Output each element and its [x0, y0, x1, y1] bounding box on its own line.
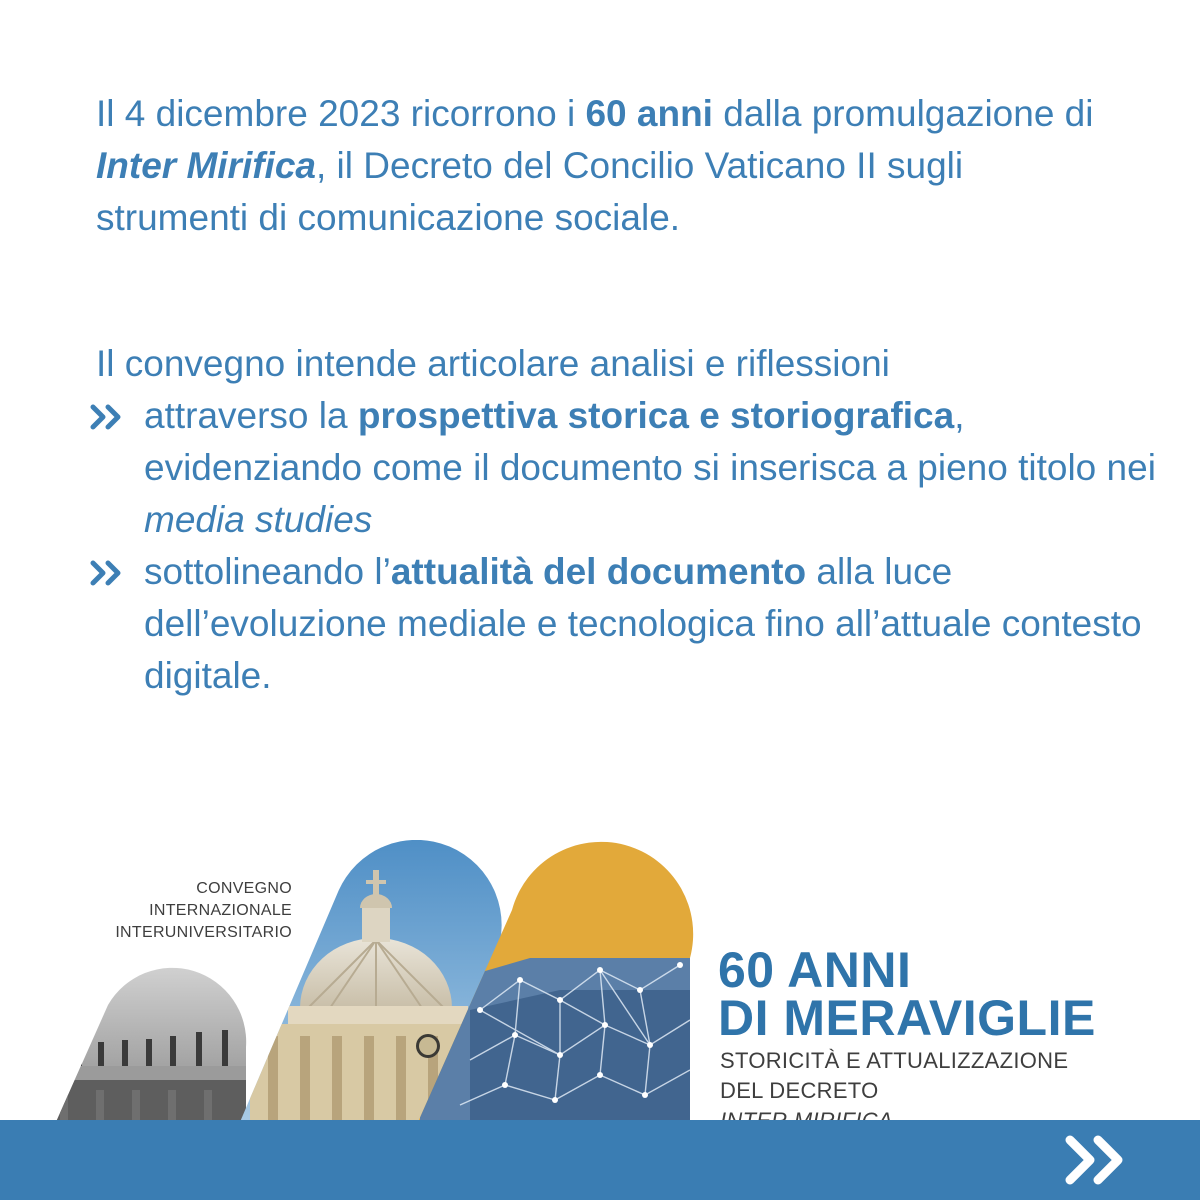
intro-text: dalla promulgazione di	[712, 93, 1094, 134]
event-title-line: DI MERAVIGLIE	[718, 990, 1096, 1046]
bullet-text: , evidenziando come il documento si inserisca a pieno titolo nei	[144, 395, 1156, 488]
bullet-item-actuality	[90, 546, 1170, 702]
bullet-text: sottolineando l’	[144, 551, 391, 592]
bottom-bar	[0, 1120, 1200, 1200]
intro-paragraph	[96, 88, 1096, 244]
event-type-line: INTERNAZIONALE	[149, 902, 292, 919]
event-type-line: CONVEGNO	[196, 880, 292, 897]
lead-sentence: Il convegno intende articolare analisi e riflessioni	[96, 343, 890, 384]
bullet-text: attraverso la	[144, 395, 358, 436]
double-chevron-right-icon	[90, 404, 126, 430]
intro-text: , il Decreto del Concilio Vaticano II sugli strumenti di comunicazione sociale.	[96, 145, 964, 238]
bullet-highlight: attualità del documento	[390, 551, 807, 592]
event-type-line: INTERUNIVERSITARIO	[115, 924, 292, 941]
next-slide-button[interactable]	[1064, 1134, 1134, 1186]
bullet-highlight: prospettiva storica e storiografica	[357, 395, 955, 436]
event-subtitle-line: STORICITÀ E ATTUALIZZAZIONE	[720, 1048, 1069, 1073]
intro-highlight: 60 anni	[585, 93, 713, 134]
bullet-item-historical	[90, 390, 1170, 546]
double-chevron-right-icon	[1070, 1140, 1118, 1180]
subtitle-prefix: DEL DECRETO	[720, 1078, 879, 1103]
double-chevron-right-icon	[90, 560, 126, 586]
bullet-text: alla luce dell’evoluzione mediale e tecnologica fino all’attuale contesto digitale.	[144, 551, 1142, 696]
event-title	[718, 942, 1096, 1046]
document-title: Inter Mirifica	[96, 145, 316, 186]
bullet-list	[90, 390, 1170, 702]
intro-text: Il 4 dicembre 2023 ricorrono i	[96, 93, 586, 134]
event-title-line: 60 ANNI	[718, 942, 912, 998]
event-artwork	[0, 840, 720, 1122]
colonnade-image	[40, 968, 260, 1122]
bullet-italic: media studies	[144, 499, 373, 540]
